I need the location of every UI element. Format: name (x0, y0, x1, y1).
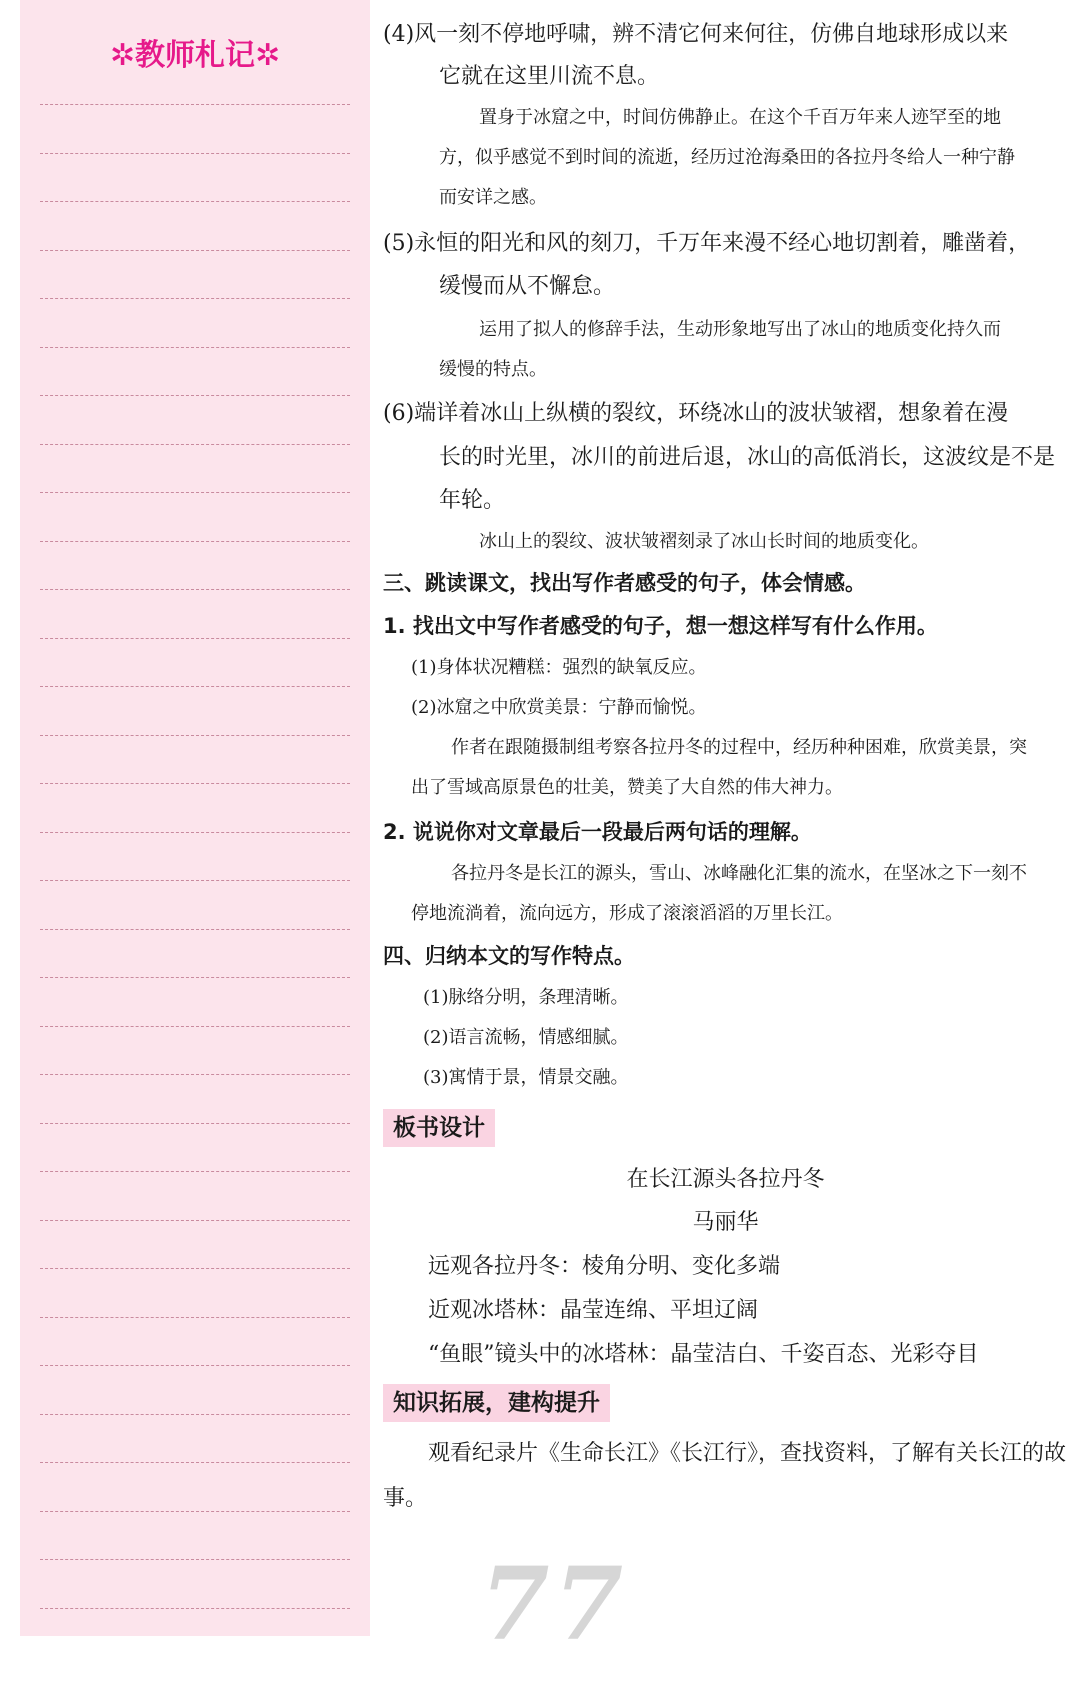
board-line-1: 远观各拉丹冬：棱角分明、变化多端 (428, 1254, 781, 1279)
extension-tag: 知识拓展，建构提升 (383, 1384, 610, 1422)
note-line (40, 1608, 350, 1609)
board-line-2: 近观冰塔林：晶莹连绵、平坦辽阔 (428, 1298, 759, 1323)
note-line (40, 541, 350, 542)
note-line (40, 1365, 350, 1366)
section-4-point-1: (1)脉络分明，条理清晰。 (423, 987, 629, 1008)
note-line (40, 492, 350, 493)
note-line (40, 444, 350, 445)
note-line (40, 638, 350, 639)
question-6-line-3: 年轮。 (439, 488, 506, 513)
note-line (40, 1559, 350, 1560)
question-5-line-1: (5)永恒的阳光和风的刻刀，千万年来漫不经心地切割着，雕凿着， (383, 231, 1031, 256)
answer-5-line-2: 缓慢的特点。 (439, 359, 547, 380)
flower-icon: ✲ (255, 38, 281, 73)
extension-line-1: 观看纪录片《生命长江》《长江行》，查找资料，了解有关长江的故 (428, 1441, 1067, 1466)
board-design-tag: 板书设计 (383, 1109, 495, 1147)
note-line (40, 832, 350, 833)
answer-4-line-2: 方，似乎感觉不到时间的流逝，经历过沧海桑田的各拉丹冬给人一种宁静 (439, 147, 1015, 168)
section-3-question-2: 2. 说说你对文章最后一段最后两句话的理解。 (383, 820, 812, 844)
flower-icon: ✲ (109, 38, 135, 73)
sidebar-title-text: 教师札记 (135, 38, 255, 73)
note-line (40, 1026, 350, 1027)
note-line (40, 880, 350, 881)
question-4-line-2: 它就在这里川流不息。 (439, 64, 660, 89)
question-6-line-2: 长的时光里，冰川的前进后退，冰山的高低消长，这波纹是不是 (439, 445, 1056, 470)
note-line (40, 783, 350, 784)
board-line-3: “鱼眼”镜头中的冰塔林：晶莹洁白、千姿百态、光彩夺目 (428, 1342, 979, 1367)
board-author: 马丽华 (692, 1210, 759, 1235)
note-line (40, 1074, 350, 1075)
extension-line-2: 事。 (383, 1486, 428, 1511)
answer-4-line-1: 置身于冰窟之中，时间仿佛静止。在这个千百万年来人迹罕至的地 (479, 107, 1001, 128)
note-line (40, 1317, 350, 1318)
note-line (40, 1511, 350, 1512)
board-title: 在长江源头各拉丹冬 (626, 1167, 825, 1192)
section-3-q1-answer-2: (2)冰窟之中欣赏美景：宁静而愉悦。 (411, 697, 707, 718)
answer-5-line-1: 运用了拟人的修辞手法，生动形象地写出了冰山的地质变化持久而 (479, 319, 1001, 340)
note-line (40, 153, 350, 154)
question-4-line-1: (4)风一刻不停地呼啸，辨不清它何来何往，仿佛自地球形成以来 (383, 22, 1009, 47)
answer-4-line-3: 而安详之感。 (439, 187, 547, 208)
note-line (40, 686, 350, 687)
section-4-point-3: (3)寓情于景，情景交融。 (423, 1067, 629, 1088)
note-lines (40, 0, 350, 1636)
section-3-heading: 三、跳读课文，找出写作者感受的句子，体会情感。 (383, 571, 866, 595)
note-line (40, 1414, 350, 1415)
answer-6-line-1: 冰山上的裂纹、波状皱褶刻录了冰山长时间的地质变化。 (479, 531, 929, 552)
section-4-point-2: (2)语言流畅，情感细腻。 (423, 1027, 629, 1048)
note-line (40, 735, 350, 736)
note-line (40, 250, 350, 251)
note-line (40, 1123, 350, 1124)
question-5-line-2: 缓慢而从不懈怠。 (439, 274, 616, 299)
note-line (40, 1462, 350, 1463)
note-line (40, 929, 350, 930)
section-3-q1-answer-3-line-2: 出了雪域高原景色的壮美，赞美了大自然的伟大神力。 (411, 777, 843, 798)
section-3-q1-answer-3-line-1: 作者在跟随摄制组考察各拉丹冬的过程中，经历种种困难，欣赏美景，突 (451, 737, 1027, 758)
question-6-line-1: (6)端详着冰山上纵横的裂纹，环绕冰山的波状皱褶，想象着在漫 (383, 401, 1009, 426)
note-line (40, 298, 350, 299)
note-line (40, 977, 350, 978)
section-3-q1-answer-1: (1)身体状况糟糕：强烈的缺氧反应。 (411, 657, 707, 678)
note-line (40, 104, 350, 105)
section-4-heading: 四、归纳本文的写作特点。 (383, 944, 635, 968)
section-3-q2-answer-line-1: 各拉丹冬是长江的源头，雪山、冰峰融化汇集的流水，在坚冰之下一刻不 (451, 863, 1027, 884)
page-number: 77 (480, 1545, 628, 1663)
section-3-q2-answer-line-2: 停地流淌着，流向远方，形成了滚滚滔滔的万里长江。 (411, 903, 843, 924)
note-line (40, 1220, 350, 1221)
teacher-notes-sidebar (20, 0, 370, 1636)
section-3-question-1: 1. 找出文中写作者感受的句子，想一想这样写有什么作用。 (383, 614, 938, 638)
note-line (40, 395, 350, 396)
note-line (40, 1171, 350, 1172)
note-line (40, 1268, 350, 1269)
note-line (40, 201, 350, 202)
note-line (40, 589, 350, 590)
note-line (40, 347, 350, 348)
